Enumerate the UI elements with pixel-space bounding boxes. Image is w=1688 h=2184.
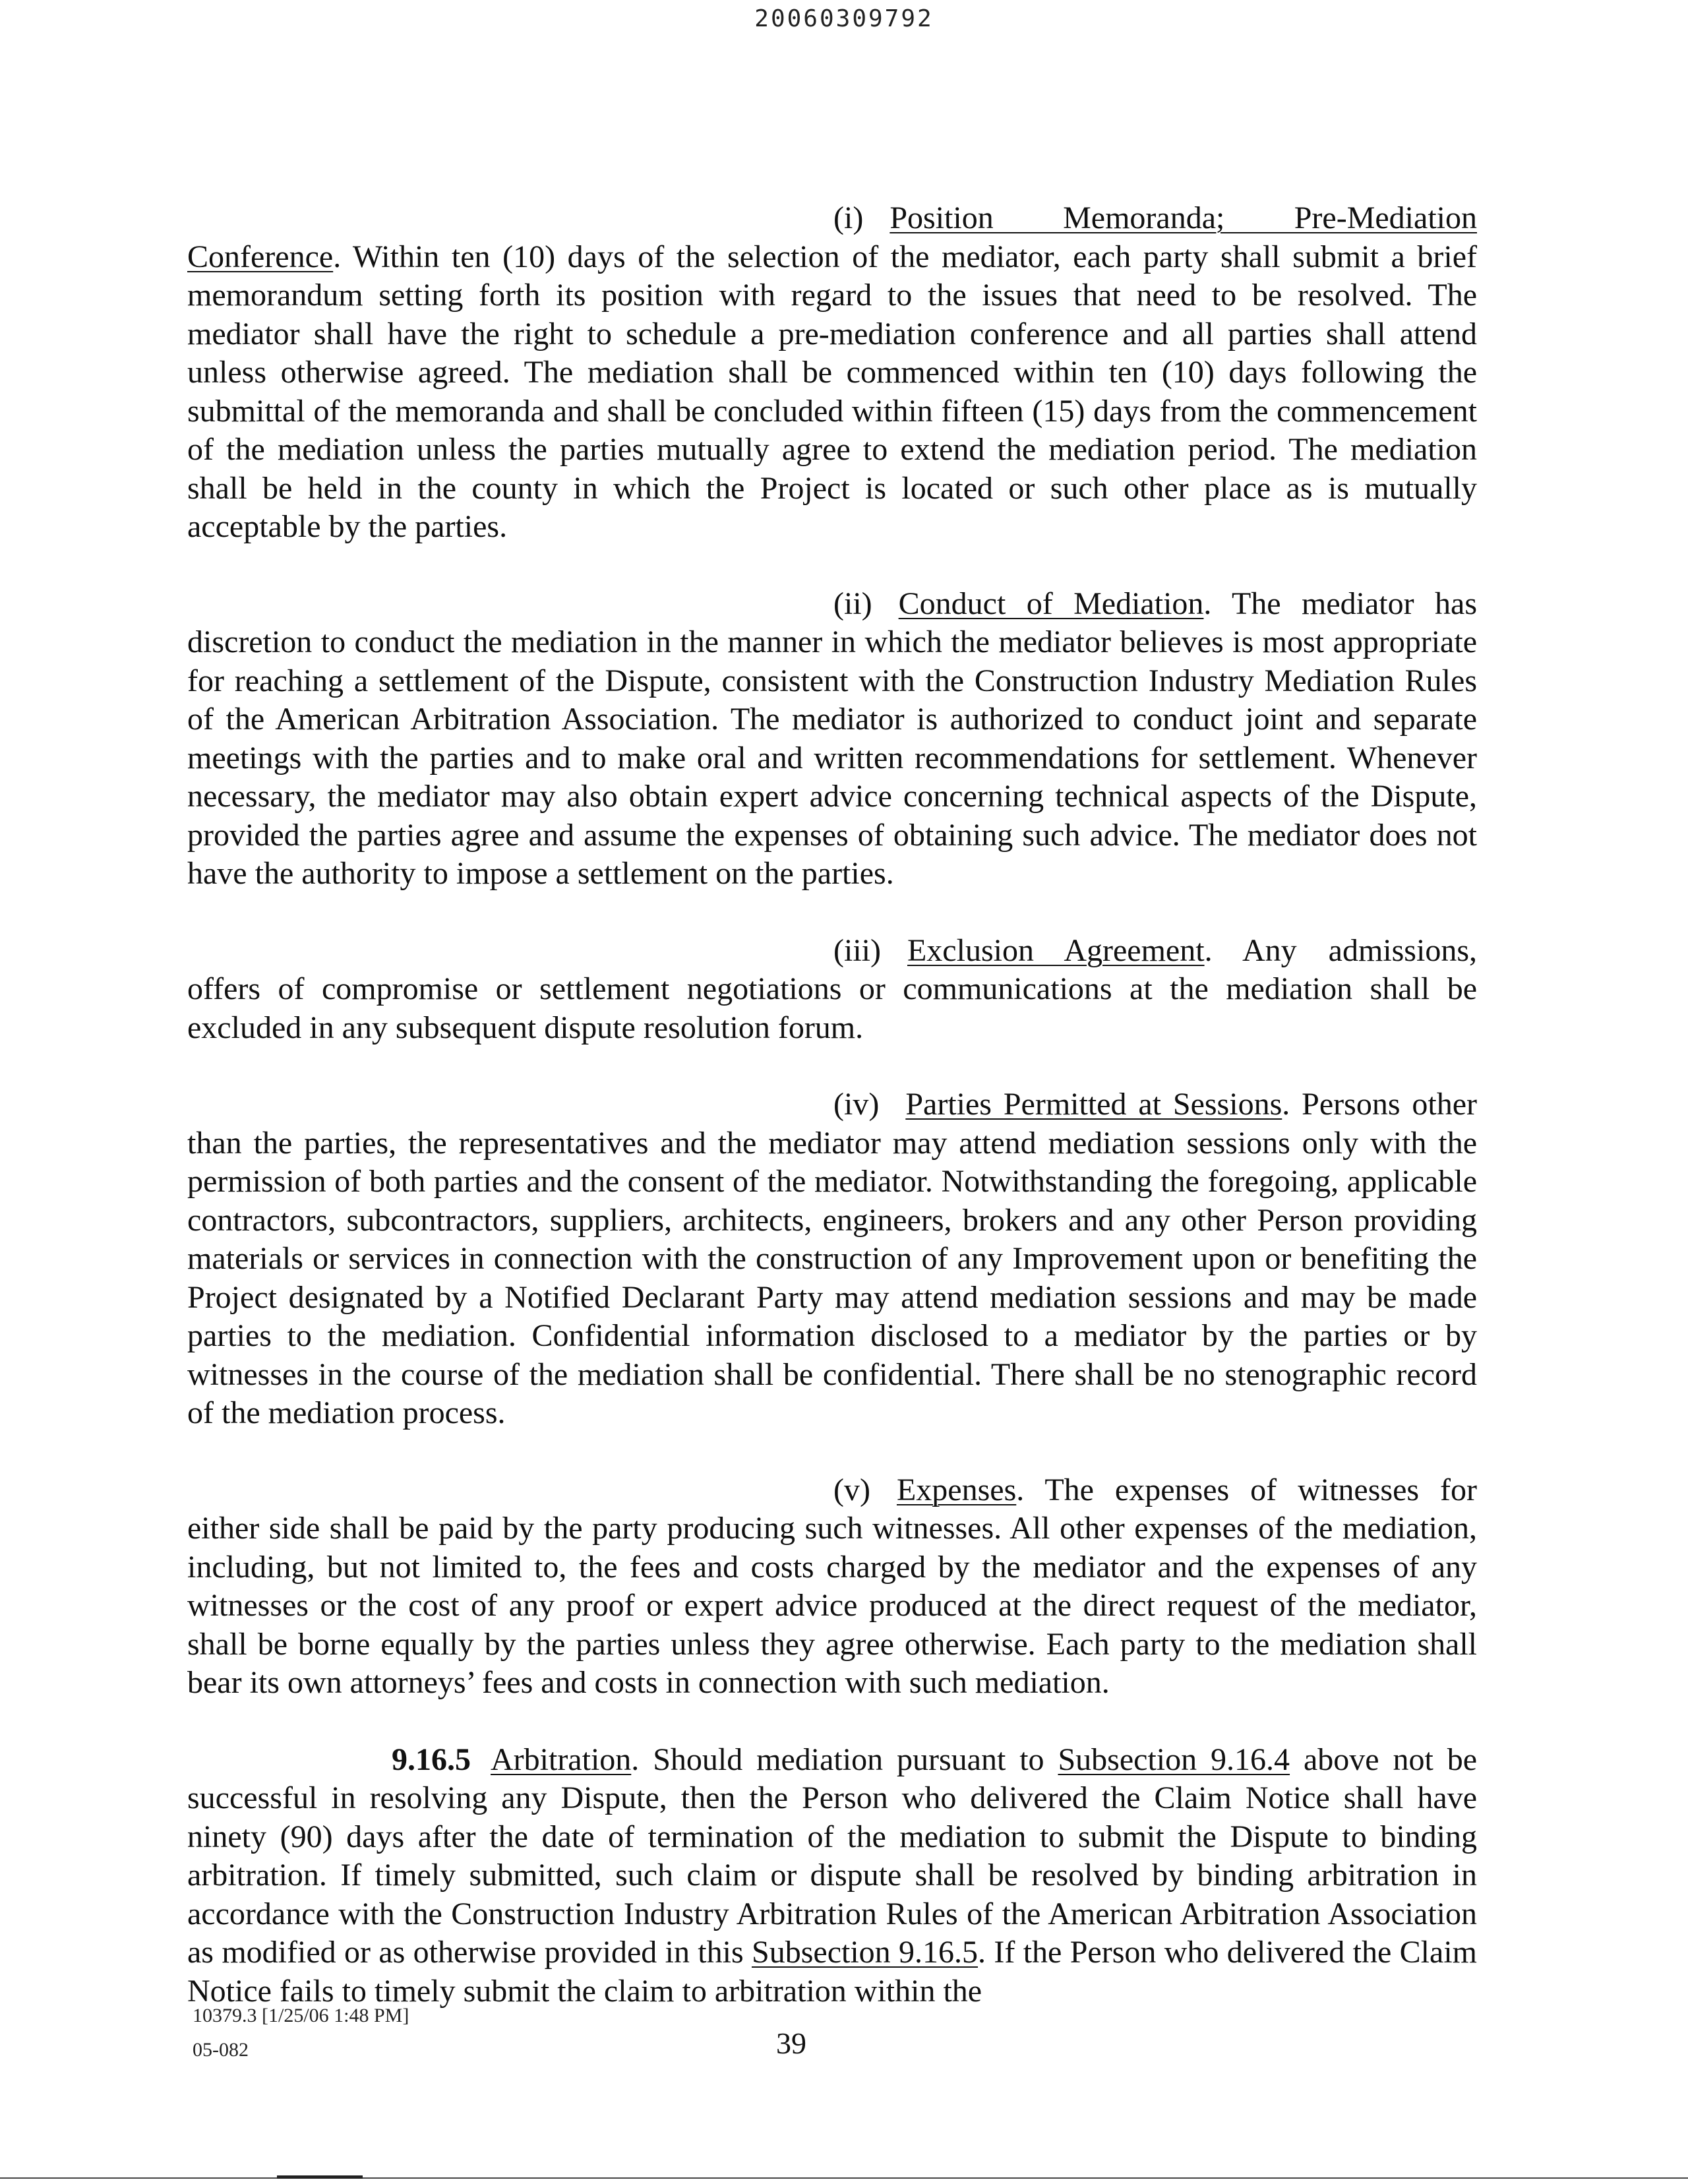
paragraph-position-memoranda (187, 199, 1477, 547)
paragraph-number: (iv) (833, 1087, 880, 1122)
paragraph-text: . The mediator has discretion to conduct the mediation in the manner in which the mediator believes is most appropriate for reaching a settlement of the Dispute, consistent with the Construction Industry Mediation Rules of the American Arbitration Association. The mediator is authorized to conduct joint and separate meetings with the parties and to make oral and written recommendations for settlement. Whenever necessary, the mediator may also obtain expert advice concerning technical aspects of the Dispute, provided the parties agree and assume the expenses of obtaining such advice. The mediator does not have the authority to impose a settlement on the parties. (187, 586, 1478, 891)
paragraph-number: (i) (833, 200, 864, 235)
document-body (187, 199, 1477, 2049)
paragraph-number: (v) (833, 1472, 870, 1507)
section-arbitration (187, 1741, 1477, 2011)
footer-matter-code: 05-082 (193, 2039, 249, 2061)
paragraph-title: Parties Permitted at Sessions (905, 1087, 1282, 1122)
section-title: Arbitration (491, 1742, 632, 1777)
paragraph-number: (iii) (833, 932, 881, 968)
paragraph-parties-permitted (187, 1085, 1477, 1433)
section-text: . Should mediation pursuant to (631, 1742, 1058, 1777)
paragraph-expenses (187, 1471, 1477, 1703)
subsection-reference: Subsection 9.16.4 (1058, 1742, 1290, 1777)
section-text: above not be successful in resolving any Dispute, then the Person who delivered the Claim Notice shall have ninety (90) days after the date of termination of the mediation to submit the Dispute to binding arbitration. If timely submitted, such claim or dispute shall be resolved by binding arbitration in accordance with the Construction Industry Arbitration Rules of the American Arbitration Association as modified or as otherwise provided in this (187, 1742, 1478, 1970)
paragraph-conduct-of-mediation (187, 585, 1477, 894)
paragraph-title: Expenses (896, 1472, 1017, 1507)
paragraph-text: . Any admissions, offers of compromise or settlement negotiations or communications at the mediation shall be excluded in any subsequent dispute resolution forum. (187, 932, 1477, 1045)
section-number: 9.16.5 (392, 1742, 471, 1777)
footer-file-code: 10379.3 [1/25/06 1:48 PM] (193, 2005, 409, 2026)
paragraph-title: Exclusion Agreement (907, 932, 1205, 968)
bottom-divider (0, 2177, 1688, 2179)
document-number: 20060309792 (754, 5, 934, 32)
paragraph-text: . The expenses of witnesses for either side shall be paid by the party producing such witnesses. All other expenses of the mediation, including, but not limited to, the fees and costs charged by the mediator and the expenses of any witnesses or the cost of any proof or expert advice produced at the direct request of the mediator, shall be borne equally by the parties unless they agree otherwise. Each party to the mediation shall bear its own attorneys’ fees and costs in connection with such mediation. (187, 1472, 1477, 1700)
paragraph-title: Position Memoranda; Pre-Mediation Conference (187, 200, 1477, 274)
paragraph-number: (ii) (833, 586, 872, 621)
subsection-reference: Subsection 9.16.5 (752, 1935, 979, 1970)
section-text: . If the Person who delivered the Claim Notice fails to timely submit the claim to arbitration within the (187, 1935, 1477, 2009)
bottom-divider-mark (277, 2175, 363, 2179)
paragraph-text: . Persons other than the parties, the representatives and the mediator may attend mediation sessions only with the permission of both parties and the consent of the mediator. Notwithstanding the foregoing, applicable contractors, subcontractors, suppliers, architects, engineers, brokers and any other Person providing materials or services in connection with the construction of any Improvement upon or benefiting the Project designated by a Notified Declarant Party may attend mediation sessions and may be made parties to the mediation. Confidential information disclosed to a mediator by the parties or by witnesses in the course of the mediation shall be confidential. There shall be no stenographic record of the mediation process. (187, 1087, 1478, 1430)
paragraph-exclusion-agreement (187, 932, 1477, 1048)
page-number: 39 (776, 2026, 806, 2060)
paragraph-title: Conduct of Mediation (898, 586, 1204, 621)
paragraph-text: . Within ten (10) days of the selection of the mediator, each party shall submit a brief memorandum setting forth its position with regard to the issues that need to be resolved. The mediator shall have the right to schedule a pre-mediation conference and all parties shall attend unless otherwise agreed. The mediation shall be commenced within ten (10) days following the submittal of the memoranda and shall be concluded within fifteen (15) days from the commencement of the mediation unless the parties mutually agree to extend the mediation period. The mediation shall be held in the county in which the Project is located or such other place as is mutually acceptable by the parties. (187, 239, 1477, 544)
